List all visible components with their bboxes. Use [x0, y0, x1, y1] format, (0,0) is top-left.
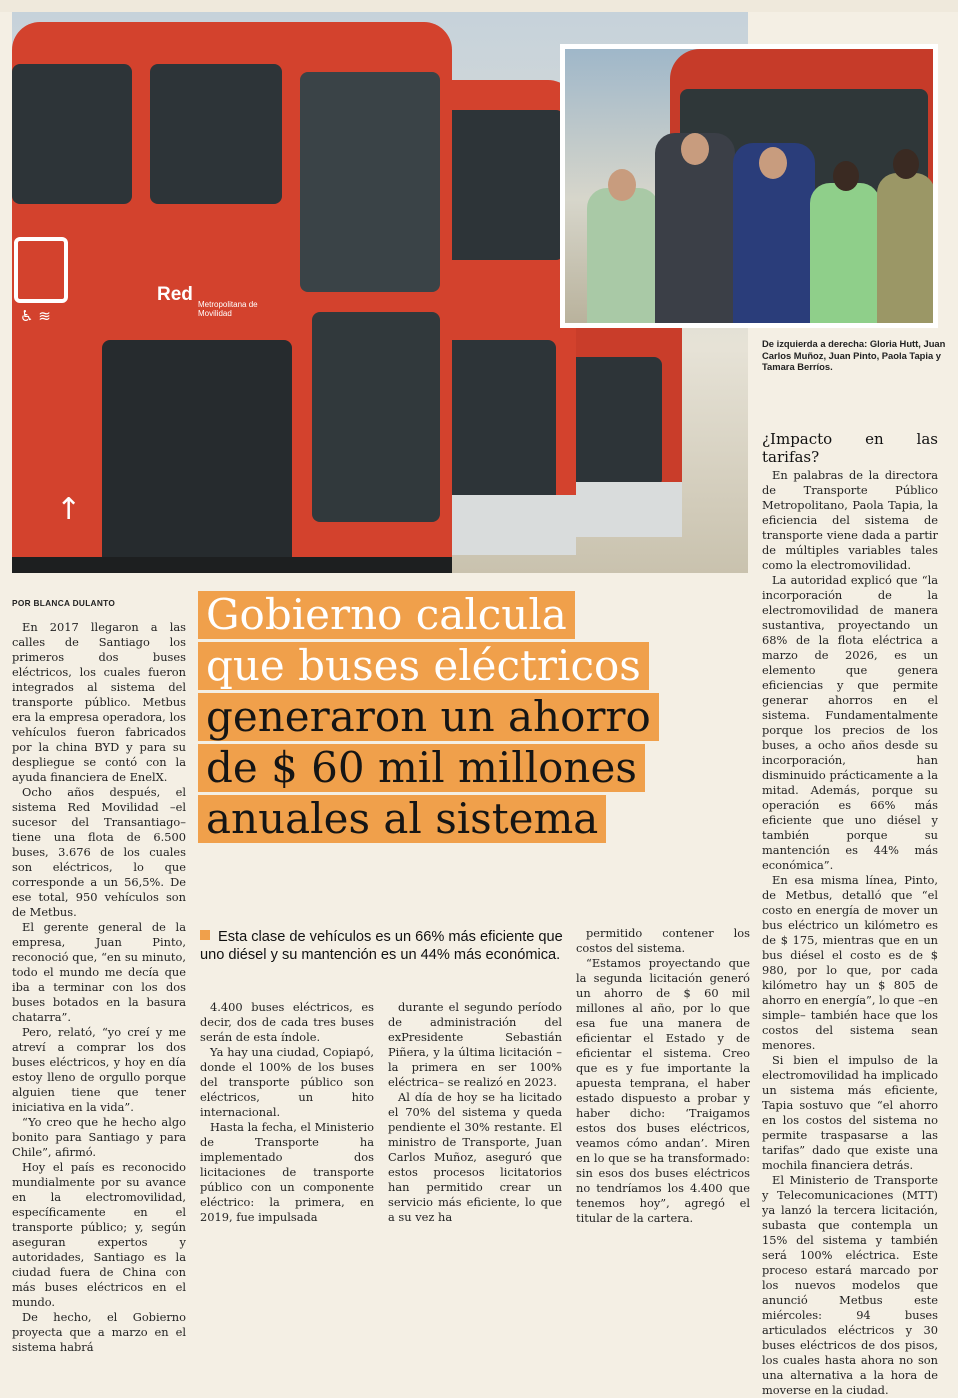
paragraph: De hecho, el Gobierno proyecta que a marzo en el sistema habrá [12, 1310, 186, 1354]
paragraph: El Ministerio de Transporte y Telecomunicaciones (MTT) ya lanzó la tercera licitación, subasta que contempla un 15% del sistema y también será 100% eléctrica. Este proceso estará marcado por los nuevos modelos que anunció Metbus este miércoles: 94 buses articulados eléctricos y 30 buses eléctricos de dos pisos, los cuales hasta ahora no son una alternativa a la hora de moverse en la ciudad. [762, 1173, 938, 1397]
paragraph: Pero, relató, “yo creí y me atreví a comprar los dos buses eléctricos, y hoy en día estoy lleno de orgullo porque alguien tiene que tener iniciativa en la vida”. [12, 1025, 186, 1114]
paragraph: Hasta la fecha, el Ministerio de Transporte ha implementado dos licitaciones de transporte público con un componente eléctrico: la primera, en 2019, fue impulsada [200, 1120, 374, 1224]
paragraph: Si bien el impulso de la electromovilidad ha implicado un sistema más eficiente, Tapia sostuvo que “el ahorro en los costos del sistema no permite traspasarse a las tarifas” dado que existe una mochila financiera detrás. [762, 1053, 938, 1172]
headline-line-1: Gobierno calcula [198, 591, 575, 639]
top-strip [0, 0, 958, 12]
paragraph: La autoridad explicó que “la incorporación de la electromovilidad de manera sustantiva, proyectando un 68% de la flota eléctrica a marzo de 2026, es un elemento que genera eficiencias y que permite generar ahorros en el sistema. Fundamentalmente porque los precios de los buses, a ocho años desde su incorporación, han disminuido prácticamente a la mitad. Además, porque su operación es 66% más eficiente que uno diésel y también porque su mantención es 44% más económica”. [762, 573, 938, 872]
paragraph: En palabras de la directora de Transporte Público Metropolitano, Paola Tapia, la eficiencia del sistema de transporte viene dada a partir de múltiples variables tales como la electromovilidad. [762, 468, 938, 572]
paragraph: “Estamos proyectando que la segunda licitación generó un ahorro de $ 60 mil millones al año, por lo que esa fue una manera de eficientar el Estado y de eficientar el sistema. Creo que es y fue importante la apuesta temprana, el haber estado dispuesto a probar y haber dicho: ‘Traigamos estos dos buses eléctricos, veamos cómo andan’. Miren en lo que se ha transformado: sin esos dos buses eléctricos no tendríamos los 4.400 que tenemos hoy”, agregó el titular de la cartera. [576, 956, 750, 1225]
pull-quote [200, 929, 564, 964]
headline-line-4: de $ 60 mil millones [198, 744, 645, 792]
byline: POR BLANCA DULANTO [12, 598, 116, 608]
article-column-1 [12, 620, 186, 1355]
paragraph: durante el segundo período de administración del exPresidente Sebastián Piñera, y la última licitación –la primera en ser 100% eléctrica– se realizó en 2023. [388, 1000, 562, 1089]
article-column-2 [200, 1000, 374, 1225]
bus-front [12, 22, 452, 573]
person-tamara-berrios [877, 173, 933, 323]
wifi-icon: ♿ ≋ [20, 307, 51, 325]
bus-brand-text: Metropolitana de Movilidad [198, 300, 258, 318]
headline-line-5: anuales al sistema [198, 795, 606, 843]
paragraph: permitido contener los costos del sistema. [576, 926, 750, 955]
paragraph: En esa misma línea, Pinto, de Metbus, detalló que “el costo en energía de mover un bus eléctrico un kilómetro es de $ 175, mientras que en un bus diésel el costo es de $ 980, por lo que, por cada kilómetro hay un $ 805 de ahorro en energía”, lo que –en simple– también hace que los costos del sistema sean menores. [762, 873, 938, 1052]
paragraph: Ya hay una ciudad, Copiapó, donde el 100% de los buses del transporte público son eléctricos, un hito internacional. [200, 1045, 374, 1119]
person-gloria-hutt [587, 188, 659, 323]
paragraph: “Yo creo que he hecho algo bonito para Santiago y para Chile”, afirmó. [12, 1115, 186, 1159]
bus-logo: Red [157, 284, 193, 305]
photo-caption: De izquierda a derecha: Gloria Hutt, Juan Carlos Muñoz, Juan Pinto, Paola Tapia y Tamara Berríos. [762, 338, 946, 372]
paragraph: El gerente general de la empresa, Juan Pinto, reconoció que, “en su minuto, todo el mundo me decía que iba a terminar con los dos buses botados en la basura chatarra”. [12, 920, 186, 1024]
headline-line-3: generaron un ahorro [198, 693, 659, 741]
paragraph: Hoy el país es reconocido mundialmente por su avance en la electromovilidad, específicamente en el transporte público; y, según aseguran expertos y autoridades, Santiago es la ciudad fuera de China con más buses eléctricos en el mundo. [12, 1160, 186, 1309]
paragraph: Al día de hoy se ha licitado el 70% del sistema y queda pendiente el 30% restante. El ministro de Transporte, Juan Carlos Muñoz, aseguró que estos procesos licitatorios han permitido crear un servicio más eficiente, lo que a su vez ha [388, 1090, 562, 1224]
pull-quote-text: Esta clase de vehículos es un 66% más eficiente que uno diésel y su mantención es un 44% más económica. [200, 929, 563, 963]
article-column-3 [388, 1000, 562, 1225]
headline [198, 591, 698, 846]
paragraph: Ocho años después, el sistema Red Movilidad –el sucesor del Transantiago– tiene una flota de 6.500 buses, 3.676 de los cuales son eléctricos, lo que corresponde a un 56,5%. De ese total, 950 vehículos son de Metbus. [12, 785, 186, 919]
article-column-4 [576, 926, 750, 1226]
paragraph: 4.400 buses eléctricos, es decir, dos de cada tres buses serán de esta índole. [200, 1000, 374, 1044]
inset-photo [560, 44, 938, 328]
arrow-up-icon: ↑ [56, 492, 82, 527]
paragraph: En 2017 llegaron a las calles de Santiago los primeros dos buses eléctricos, los cuales fueron integrados al sistema del transporte público. Metbus era la empresa operadora, los vehículos fueron fabricados por la china BYD y para su despliegue se contó con la ayuda financiera de EnelX. [12, 620, 186, 784]
headline-line-2: que buses eléctricos [198, 642, 649, 690]
person-paola-tapia [810, 183, 880, 323]
bullet-square-icon [200, 930, 210, 940]
subhead: ¿Impacto en las tarifas? [762, 430, 938, 466]
article-column-5 [762, 430, 938, 1398]
electric-plug-icon [14, 237, 68, 303]
